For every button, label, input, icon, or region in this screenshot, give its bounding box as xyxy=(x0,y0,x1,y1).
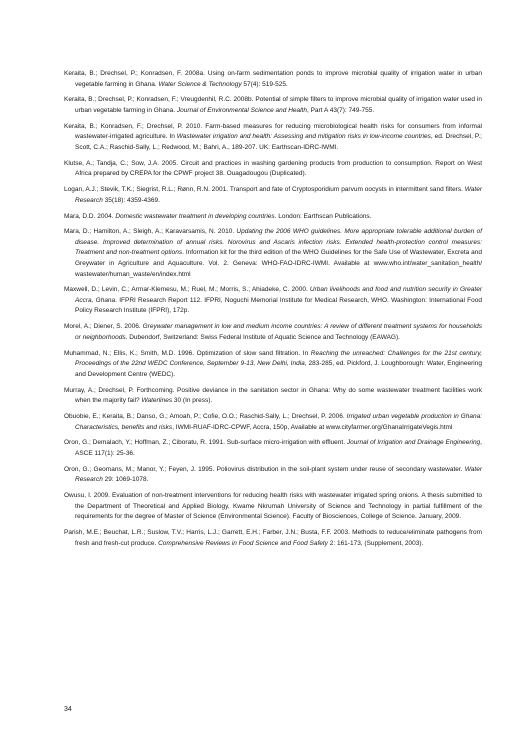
reference-text: Oron, G.; Geomans, M.; Manor, Y.; Feyen, J. 1995. Poliovirus distribution in the soil-plant system under reuse of secondary wastewater. xyxy=(64,465,465,473)
reference-text: Morel, A.; Diener, S. 2006. xyxy=(64,323,143,331)
reference-entry xyxy=(64,69,482,90)
reference-text: Mara, D.D. 2004. xyxy=(64,212,116,220)
reference-entry xyxy=(64,212,482,223)
reference-text: 30 (In press). xyxy=(172,397,213,405)
reference-text: , ed. Drechsel, P.; Scott, C.A.; Raschid-Sally, L.; Redwood, M.; Bahri, A., 189-207. UK: Earthscan-IDRC-IWMI. xyxy=(75,133,482,151)
reference-text: 2: 161-173, (Supplement, 2003). xyxy=(327,539,424,547)
reference-title-italic: Irrigated urban vegetable production in Ghana: Characteristics, benefits and risks xyxy=(75,413,482,431)
reference-text: Maxwell, D.; Levin, C.; Armar-Klemesu, M.; Ruel, M.; Morris, S.; Ahiadeke, C. 2000. xyxy=(64,286,310,294)
reference-text: Murray, A.; Drechsel, P. Forthcoming. Positive deviance in the sanitation sector in Ghana: Why do some wastewater treatment facilities work when the majority fail? xyxy=(64,386,482,405)
reference-title-italic: Updating the 2006 WHO guidelines. More appropriate tolerable additional burden of disease. Improved determination of annual risks. Norovirus and Ascaris infection risks. Extended health-protection control measures: Treatment and non-treatment options xyxy=(75,228,483,257)
reference-text: , ASCE 117(1): 25-36. xyxy=(75,439,482,457)
reference-text: Owusu, I. 2009. Evaluation of non-treatment interventions for reducing health risks with wastewater irrigated spring onions. A thesis submitted to the Department of Theoretical and Applied Biology, Kwame Nkrumah University of Science and Technology in partial fulfillment of the requirements for the degree of Master of Science (Environmental Science). Faculty of Biosciences, College of Science. January, 2009. xyxy=(64,492,482,521)
reference-text: , IWMI-RUAF-IDRC-CPWF, Accra, 150p, Available at www.cityfarmer.org/GhanaIrrigateVegis.html xyxy=(172,423,453,431)
reference-title-italic: Comprehensive Reviews in Food Science and Food Safety xyxy=(158,539,328,547)
reference-entry xyxy=(64,412,482,433)
reference-text: 29: 1069-1078. xyxy=(102,476,149,484)
reference-title-italic: Journal of Irrigation and Drainage Engineering xyxy=(346,439,481,447)
reference-entry xyxy=(64,122,482,154)
reference-entry xyxy=(64,528,482,549)
reference-title-italic: Water Science & Technology xyxy=(158,80,242,88)
reference-title-italic: Reaching the unreached: Challenges for the 21st century, Proceedings of the 22nd WEDC Conference, September 9-13, New Delhi, India xyxy=(75,349,483,368)
reference-text: . IFPRI Research Report 112. IFPRI, Noguchi Memorial Institute for Medical Research, WHO. Washington: International Food Policy Research Institute (IFPRI), 172p. xyxy=(75,296,482,315)
reference-text: 35(18): 4359-4369. xyxy=(102,196,160,204)
reference-entry xyxy=(64,227,482,280)
reference-text: Oron, G.; Demalach, Y.; Hoffman, Z.; Ciboratu, R. 1991. Sub-surface micro-irrigation with effluent. xyxy=(64,439,347,447)
reference-title-italic: Journal of Environmental Science and Health xyxy=(176,106,307,114)
reference-title-italic: Wastewater irrigation and health: Assessing and mitigation risks in low-income countries xyxy=(176,133,431,141)
reference-entry xyxy=(64,95,482,116)
reference-entry xyxy=(64,438,482,459)
reference-text: Obuobie, E.; Keraita, B.; Danso, G.; Amoah, P.; Cofie, O.O.; Raschid-Sally, L.; Drechsel, P. 2006. xyxy=(64,413,347,421)
reference-text: . Information kit for the third edition of the WHO Guidelines for the Safe Use of Wastewater, Excreta and Greywater in Agriculture and Aquaculture. Vol. 2. Geneva: WHO-FAO-IDRC-IWMI. Available at www.who.int/water_sanitation_health/ wastewater/human_waste/en/index.html xyxy=(75,249,483,278)
reference-entry xyxy=(64,285,482,317)
reference-list xyxy=(64,69,482,555)
reference-entry xyxy=(64,491,482,523)
reference-entry xyxy=(64,349,482,381)
reference-title-italic: Urban livelihoods and food and nutrition security in Greater Accra, Ghana xyxy=(75,286,482,304)
reference-title-italic: Water Research xyxy=(75,186,482,204)
reference-title-italic: Waterlines xyxy=(141,397,173,405)
reference-entry xyxy=(64,322,482,343)
reference-text: Logan, A.J.; Stevik, T.K.; Siegrist, R.L.; Rønn, R.N. 2001. Transport and fate of Cryptosporidium parvum oocysts in intermittent sand filters. xyxy=(64,186,465,194)
reference-text: Klutse, A.; Tandja, C.; Sow, J.A. 2005. Circuit and practices in washing gardening products from production to consumption. Report on West Africa prepared by CREPA for the CPWF project 38. Ouagadougou (Duplicated). xyxy=(64,159,482,178)
reference-entry xyxy=(64,386,482,407)
reference-text: , Part A 43(7): 749-755. xyxy=(306,106,375,114)
reference-text: 57(4): 519-525. xyxy=(241,80,288,88)
reference-text: Keraita, B.; Drechsel, P.; Konradsen, F. 2008a. Using on-farm sedimentation ponds to improve microbial quality of irrigation water in urban vegetable farming in Ghana. xyxy=(64,70,482,88)
reference-title-italic: Domestic wastewater treatment in developing countries xyxy=(115,212,275,220)
reference-text: . London: Earthscan Publications. xyxy=(274,212,372,220)
reference-entry xyxy=(64,159,482,180)
reference-text: Keraita, B.; Konradsen, F.; Drechsel, P. 2010. Farm-based measures for reducing microbiological health risks for consumers from informal wastewater-irrigated agriculture. In xyxy=(64,122,482,141)
reference-title-italic: Water Research xyxy=(75,465,482,484)
reference-title-italic: Greywater management in low and medium income countries: A review of different treatment systems for households or neighborhoods xyxy=(75,323,482,341)
reference-entry xyxy=(64,465,482,486)
reference-text: , 283-285, ed. Pickford, J. Loughborough: Water, Engineering and Development Centre (WEDC). xyxy=(75,360,482,378)
reference-text: Keraita, B.; Drechsel, P.; Konradsen, F.; Vreugdenhil, R.C. 2008b. Potential of simple filters to improve microbial quality of irrigation water used in urban vegetable farming in Ghana. xyxy=(64,96,482,114)
reference-text: Mara, D.; Hamilton, A.; Sleigh, A.; Karavarsamis, N. 2010. xyxy=(64,228,237,236)
reference-text: Parish, M.E.; Beuchat, L.R.; Suslow, T.V.; Harris, L.J.; Garrett, E.H.; Farber, J.N.; Busta, F.F. 2003. Methods to reduce/eliminate pathogens from fresh and fresh-cut produce. xyxy=(64,529,482,547)
page-number: 34 xyxy=(64,706,72,713)
reference-entry xyxy=(64,185,482,206)
reference-text: Muhammad, N.; Ellis, K.; Smith, M.D. 1996. Optimization of slow sand filtration. In xyxy=(64,349,311,357)
reference-text: . Dubendorf, Switzerland: Swiss Federal Institute of Aquatic Science and Technology (EAWAG). xyxy=(125,333,400,341)
